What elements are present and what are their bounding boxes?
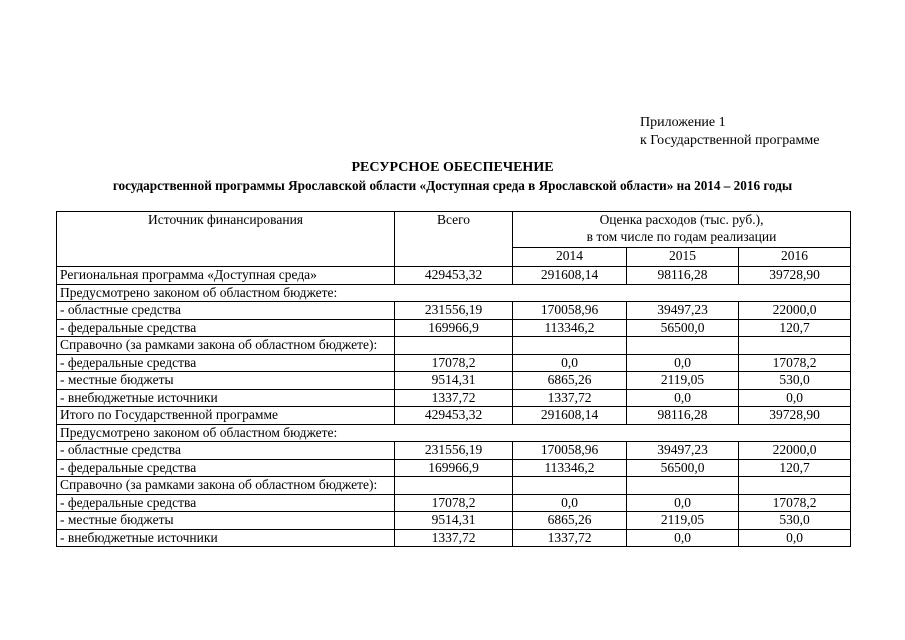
cell-total (395, 337, 513, 355)
cell-total: 1337,72 (395, 389, 513, 407)
cell-y2015: 56500,0 (627, 319, 739, 337)
cell-y2015: 2119,05 (627, 372, 739, 390)
row-label: - федеральные средства (57, 494, 395, 512)
cell-y2014: 6865,26 (513, 372, 627, 390)
header-estimate (513, 212, 851, 248)
table-row (57, 267, 851, 285)
row-label: Предусмотрено законом об областном бюджете: (57, 284, 851, 302)
cell-y2014: 113346,2 (513, 459, 627, 477)
cell-y2015: 0,0 (627, 389, 739, 407)
cell-total: 1337,72 (395, 529, 513, 547)
row-label: Итого по Государственной программе (57, 407, 395, 425)
cell-y2016: 120,7 (739, 319, 851, 337)
cell-total: 169966,9 (395, 459, 513, 477)
cell-y2016: 22000,0 (739, 442, 851, 460)
cell-y2014: 170058,96 (513, 442, 627, 460)
row-label: - местные бюджеты (57, 372, 395, 390)
cell-y2014: 0,0 (513, 494, 627, 512)
cell-y2014: 291608,14 (513, 407, 627, 425)
table-header-row (57, 212, 851, 248)
table-row (57, 407, 851, 425)
table-row (57, 337, 851, 355)
cell-y2014: 1337,72 (513, 529, 627, 547)
row-label: - федеральные средства (57, 354, 395, 372)
cell-y2016 (739, 337, 851, 355)
cell-y2015: 98116,28 (627, 267, 739, 285)
header-estimate-line-1: Оценка расходов (тыс. руб.), (599, 212, 764, 227)
header-year-2014: 2014 (513, 248, 627, 267)
cell-y2014: 170058,96 (513, 302, 627, 320)
cell-y2015: 2119,05 (627, 512, 739, 530)
cell-y2014: 113346,2 (513, 319, 627, 337)
cell-y2016: 0,0 (739, 529, 851, 547)
row-label: Справочно (за рамками закона об областном бюджете): (57, 477, 395, 495)
resource-table (56, 211, 851, 547)
cell-y2014 (513, 337, 627, 355)
table-body (57, 267, 851, 547)
table-row (57, 354, 851, 372)
header-total: Всего (395, 212, 513, 267)
document-subtitle: государственной программы Ярославской области «Доступная среда в Ярославской области» на 2014 – 2016 годы (112, 178, 793, 193)
cell-y2015: 0,0 (627, 529, 739, 547)
appendix-line-1: Приложение 1 (640, 115, 726, 130)
cell-total: 231556,19 (395, 302, 513, 320)
table-row (57, 424, 851, 442)
cell-y2015: 39497,23 (627, 442, 739, 460)
cell-y2016: 120,7 (739, 459, 851, 477)
cell-y2015: 0,0 (627, 354, 739, 372)
row-label: - областные средства (57, 302, 395, 320)
cell-total: 9514,31 (395, 512, 513, 530)
cell-y2016: 17078,2 (739, 494, 851, 512)
row-label: - внебюджетные источники (57, 389, 395, 407)
table-row (57, 459, 851, 477)
table-row (57, 442, 851, 460)
cell-total: 169966,9 (395, 319, 513, 337)
cell-y2015: 56500,0 (627, 459, 739, 477)
row-label: - областные средства (57, 442, 395, 460)
cell-y2016: 39728,90 (739, 407, 851, 425)
row-label: Справочно (за рамками закона об областном бюджете): (57, 337, 395, 355)
cell-y2015 (627, 477, 739, 495)
table-row (57, 494, 851, 512)
table-row (57, 529, 851, 547)
document-title: РЕСУРСНОЕ ОБЕСПЕЧЕНИЕ (351, 160, 554, 175)
cell-y2015: 39497,23 (627, 302, 739, 320)
row-label: - федеральные средства (57, 319, 395, 337)
cell-total: 9514,31 (395, 372, 513, 390)
cell-y2016: 530,0 (739, 512, 851, 530)
cell-total (395, 477, 513, 495)
row-label: Предусмотрено законом об областном бюджете: (57, 424, 851, 442)
cell-y2014 (513, 477, 627, 495)
row-label: Региональная программа «Доступная среда» (57, 267, 395, 285)
header-year-2015: 2015 (627, 248, 739, 267)
cell-y2014: 0,0 (513, 354, 627, 372)
cell-y2016: 17078,2 (739, 354, 851, 372)
table-row (57, 512, 851, 530)
appendix-line-2: к Государственной программе (640, 133, 820, 148)
header-estimate-line-2: в том числе по годам реализации (586, 228, 777, 244)
cell-y2016: 530,0 (739, 372, 851, 390)
cell-y2014: 291608,14 (513, 267, 627, 285)
table-row (57, 389, 851, 407)
row-label: - местные бюджеты (57, 512, 395, 530)
cell-y2016: 39728,90 (739, 267, 851, 285)
cell-y2015: 0,0 (627, 494, 739, 512)
cell-y2014: 6865,26 (513, 512, 627, 530)
row-label: - внебюджетные источники (57, 529, 395, 547)
table-row (57, 302, 851, 320)
table-row (57, 284, 851, 302)
cell-y2015 (627, 337, 739, 355)
cell-y2016: 22000,0 (739, 302, 851, 320)
cell-y2014: 1337,72 (513, 389, 627, 407)
cell-y2015: 98116,28 (627, 407, 739, 425)
table-row (57, 477, 851, 495)
header-year-2016: 2016 (739, 248, 851, 267)
appendix-note (640, 114, 819, 150)
row-label: - федеральные средства (57, 459, 395, 477)
header-source: Источник финансирования (57, 212, 395, 267)
cell-total: 231556,19 (395, 442, 513, 460)
table-row (57, 372, 851, 390)
cell-total: 429453,32 (395, 407, 513, 425)
cell-y2016 (739, 477, 851, 495)
cell-total: 17078,2 (395, 354, 513, 372)
table-row (57, 319, 851, 337)
cell-total: 17078,2 (395, 494, 513, 512)
cell-y2016: 0,0 (739, 389, 851, 407)
cell-total: 429453,32 (395, 267, 513, 285)
